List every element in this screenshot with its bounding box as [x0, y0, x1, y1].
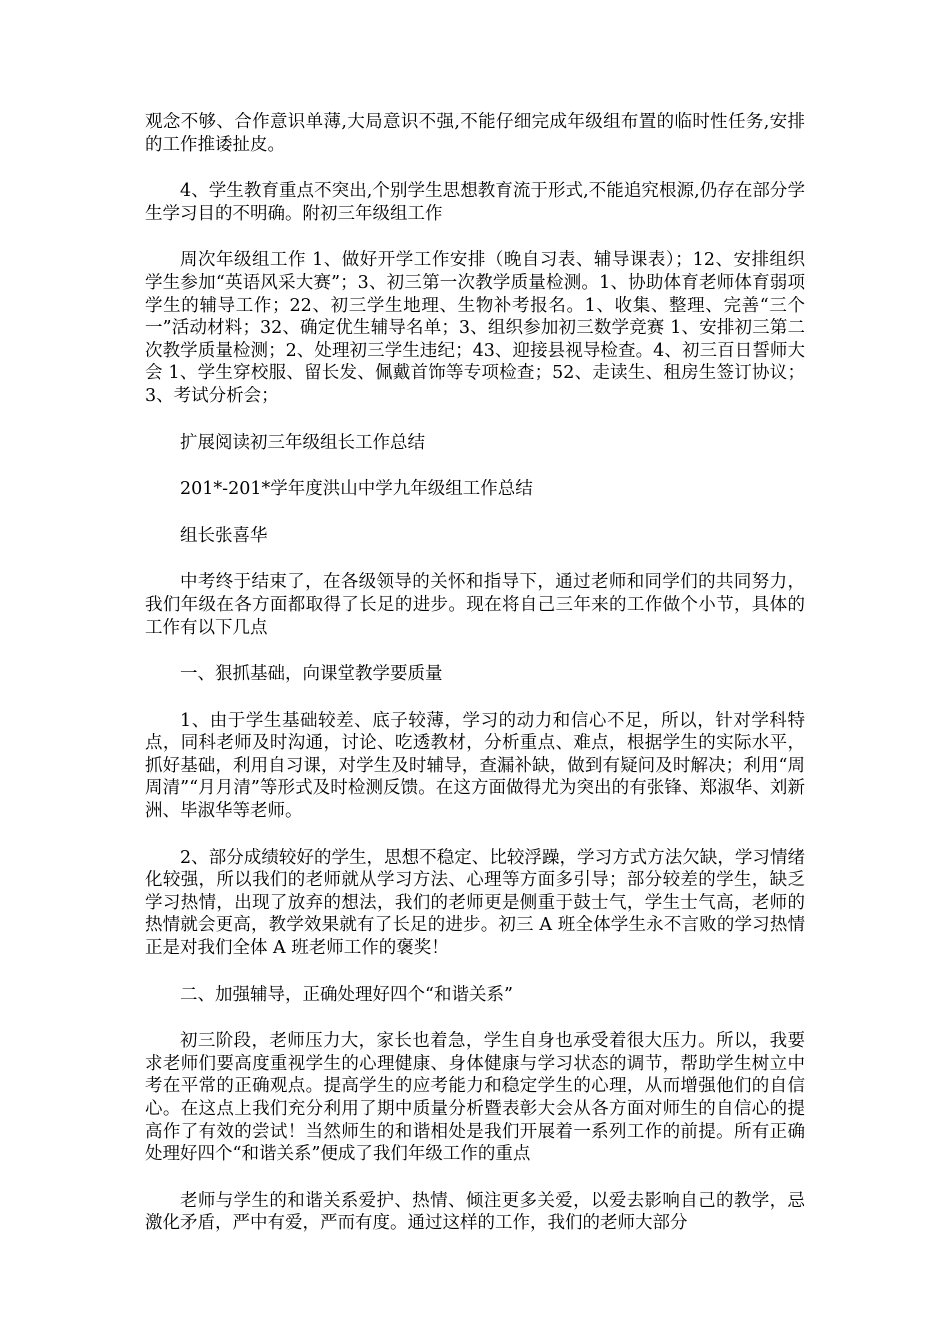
paragraph-point-2: 2、部分成绩较好的学生，思想不稳定、比较浮躁，学习方式方法欠缺，学习情绪化较强，所以我们的老师就从学习方法、心理等方面多引导；部分较差的学生，缺乏学习热情，出现了放弃的想法，我们的老师更是侧重于鼓士气，学生士气高，老师的热情就会更高，教学效果就有了长足的进步。初三 A 班全体学生永不言败的学习热情正是对我们全体 A 班老师工作的褒奖！ — [145, 847, 805, 959]
paragraph-point-1: 1、由于学生基础较差、底子较薄，学习的动力和信心不足，所以，针对学科特点，同科老师及时沟通，讨论、吃透教材，分析重点、难点，根据学生的实际水平，抓好基础，利用自习课，对学生及时辅导，查漏补缺，做到有疑问及时解决；利用“周周清”“月月清”等形式及时检测反馈。在这方面做得尤为突出的有张锋、郑淑华、刘新洲、毕淑华等老师。 — [145, 710, 805, 822]
document-body — [145, 111, 805, 1259]
section-title-extended-reading: 扩展阅读初三年级组长工作总结 — [180, 432, 425, 453]
document-title: 201*-201*学年度洪山中学九年级组工作总结 — [180, 479, 533, 500]
paragraph-teacher-student-relations: 老师与学生的和谐关系爱护、热情、倾注更多关爱，以爱去影响自己的教学，忌激化矛盾，严中有爱，严而有度。通过这样的工作，我们的老师大部分 — [145, 1190, 805, 1234]
paragraph-item-4: 4、学生教育重点不突出,个别学生思想教育流于形式,不能追究根源,仍存在部分学生学习目的不明确。附初三年级组工作 — [145, 181, 805, 224]
paragraph-section-2-body: 初三阶段，老师压力大，家长也着急，学生自身也承受着很大压力。所以，我要求老师们要高度重视学生的心理健康、身体健康与学习状态的调节，帮助学生树立中考在平常的正确观点。提高学生的应考能力和稳定学生的心理，从而增强他们的自信心。在这点上我们充分利用了期中质量分析暨表彰大会从各方面对师生的自信心的提高作了有效的尝试！当然师生的和谐相处是我们开展着一系列工作的前提。所有正确处理好四个“和谐关系”便成了我们年级工作的重点 — [145, 1031, 805, 1165]
paragraph-introduction: 中考终于结束了，在各级领导的关怀和指导下，通过老师和同学们的共同努力，我们年级在各方面都取得了长足的进步。现在将自己三年来的工作做个小节，具体的工作有以下几点 — [145, 572, 805, 638]
section-heading-2: 二、加强辅导，正确处理好四个“和谐关系” — [180, 984, 513, 1005]
paragraph-weekly-schedule: 周次年级组工作 1、做好开学工作安排（晚自习表、辅导课表）；12、安排组织学生参加“英语风采大赛”；3、初三第一次教学质量检测。1、协助体育老师体育弱项学生的辅导工作；22、初三学生地理、生物补考报名。1、收集、整理、完善“三个一”活动材料；32、确定优生辅导名单；3、组织参加初三数学竞赛 1、安排初三第二次教学质量检测；2、处理初三学生违纪；43、迎接县视导检查。4、初三百日誓师大会 1、学生穿校服、留长发、佩戴首饰等专项检查；52、走读生、租房生签订协议；3、考试分析会； — [145, 250, 805, 406]
section-heading-1: 一、狠抓基础，向课堂教学要质量 — [180, 664, 443, 685]
author-line: 组长张喜华 — [180, 525, 268, 546]
paragraph-continuation: 观念不够、合作意识单薄,大局意识不强,不能仔细完成年级组布置的临时性任务,安排的工作推诿扯皮。 — [145, 112, 805, 155]
